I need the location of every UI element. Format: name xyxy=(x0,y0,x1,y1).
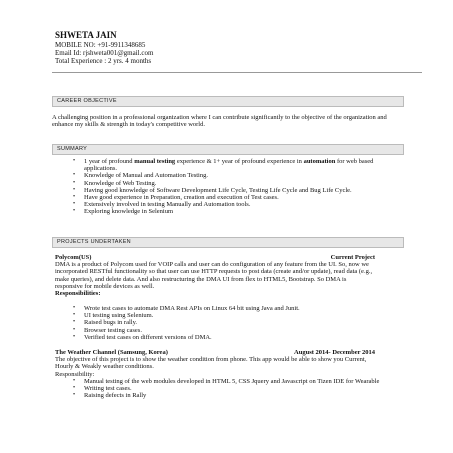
summary-heading-text: SUMMARY xyxy=(57,146,88,152)
project-weather-description: The objective of this project is to show the weather condition from phone. This app would be able to show you Current, Hourly & Weakly weather conditions. xyxy=(55,356,367,371)
summary-item: • Have good experience in Preparation, creation and execution of Test cases. xyxy=(84,194,384,201)
summary-item: • Having good knowledge of Software Development Life Cycle, Testing Life Cycle and Bug Life Cycle. xyxy=(84,187,384,194)
project-weather-channel xyxy=(55,349,375,378)
project-polycom-title-row xyxy=(55,254,375,261)
project-polycom-status: Current Project xyxy=(330,254,375,261)
summary-item-text: 1 year of profound xyxy=(84,158,135,165)
responsibility-item: • Wrote test cases to automate DMA Rest APIs on Linux 64 bit using Java and Junit. xyxy=(84,305,384,312)
responsibility-item: • Raised bugs in rally. xyxy=(84,319,384,326)
responsibility-item: • Manual testing of the web modules developed in HTML 5, CSS Jquery and Javascript on Tizen IDE for Wearable xyxy=(84,378,384,385)
project-weather-responsibility-label: Responsibility: xyxy=(55,370,95,378)
summary-item xyxy=(84,158,384,172)
project-weather-title: The Weather Channel (Samsung, Korea) xyxy=(55,349,168,356)
mobile-number: MOBILE NO: +91-9911348685 xyxy=(55,41,146,49)
responsibility-item: • Browser testing cases. xyxy=(84,327,384,334)
project-polycom xyxy=(55,254,375,297)
project-polycom-title: Polycom(US) xyxy=(55,254,92,261)
email-address: Email Id: rjshweta001@gmail.com xyxy=(55,49,154,57)
project-weather-title-row xyxy=(55,349,375,356)
project-polycom-description: DMA is a product of Polycom used for VOIP calls and user can do configuration of any feature from the UI. So, now we incorporated RESTful functionality so that user can use HTTP requests to post data (create and/or update), read data (e.g., make queries), and delete data. And also restructuring the DMA UI from flex to HTML5, Bootstrap. So DMA is responsive for mobile devices as well. xyxy=(55,261,373,290)
responsibility-item: • Raising defects in Rally xyxy=(84,392,384,399)
project-weather-dates: August 2014- December 2014 xyxy=(294,349,375,356)
summary-item-text: experience & 1+ year of profound experience in xyxy=(175,158,304,165)
summary-item-bold: manual testing xyxy=(134,158,176,165)
summary-list xyxy=(84,158,384,216)
summary-item: • Knowledge of Web Testing. xyxy=(84,180,384,187)
responsibility-item: • UI testing using Selenium. xyxy=(84,312,384,319)
project-polycom-responsibilities xyxy=(84,305,384,341)
projects-heading-text: PROJECTS UNDERTAKEN xyxy=(57,239,131,245)
project-weather-responsibilities xyxy=(84,378,384,400)
summary-item: • Extensively involved in testing Manually and Automation tools. xyxy=(84,201,384,208)
summary-item: • Knowledge of Manual and Automation Testing. xyxy=(84,172,384,179)
header-divider xyxy=(52,72,422,73)
project-polycom-responsibilities-label: Responsibilities: xyxy=(55,290,101,298)
summary-heading xyxy=(52,144,404,155)
projects-heading xyxy=(52,237,404,248)
responsibility-item: • Verified test cases on different versions of DMA. xyxy=(84,334,384,341)
career-objective-heading xyxy=(52,96,404,107)
career-objective-text: A challenging position in a professional organization where I can contribute significantly to the objective of the organization and enhance my skills & strength in today's competitive world. xyxy=(52,114,387,129)
summary-item: • Exploring knowledge in Selenium xyxy=(84,208,384,215)
career-objective-heading-text: CAREER OBJECTIVE xyxy=(57,98,117,104)
resume-header xyxy=(55,30,415,65)
total-experience: Total Experience : 2 yrs. 4 months xyxy=(55,57,152,65)
candidate-name: SHWETA JAIN xyxy=(55,30,117,40)
summary-item-text: for web based applications. xyxy=(84,158,374,173)
responsibility-item: • Writing test cases. xyxy=(84,385,384,392)
summary-item-bold: automation xyxy=(303,158,336,165)
